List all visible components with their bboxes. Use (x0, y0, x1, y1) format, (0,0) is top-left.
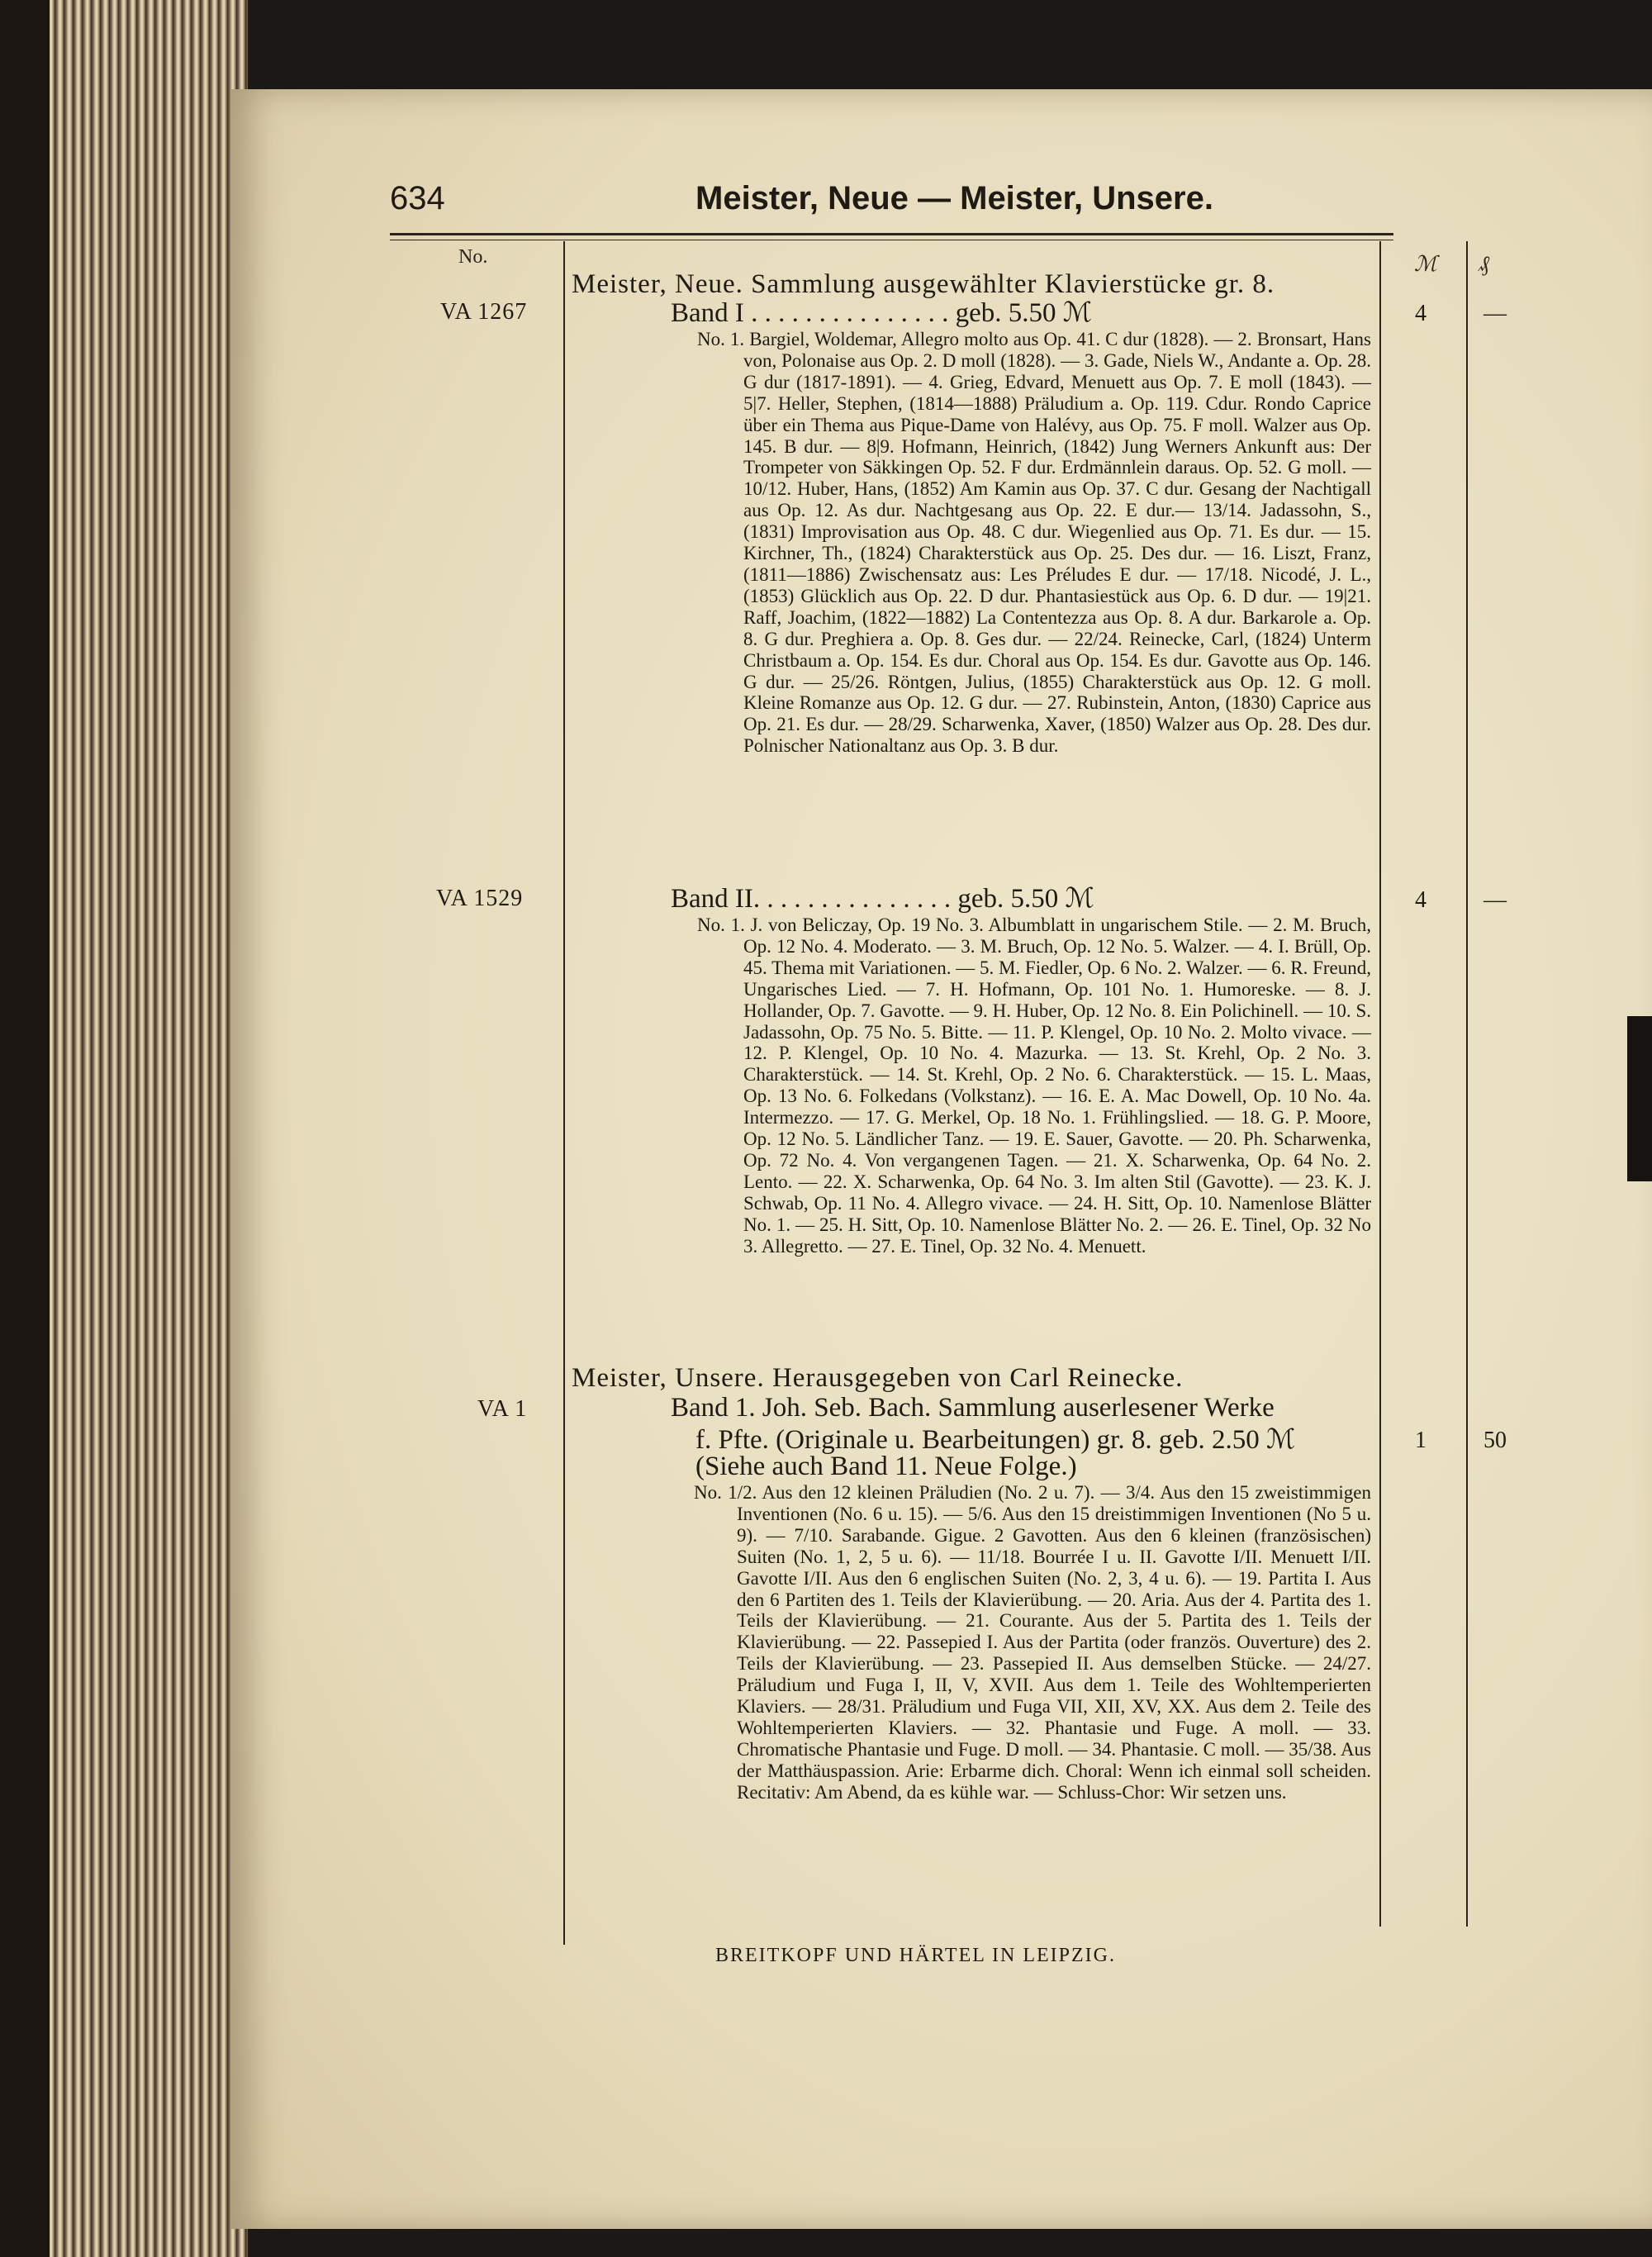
column-rule-pf (1466, 241, 1468, 1927)
volume-title-line: f. Pfte. (Originale u. Bearbeitungen) gr. 8. geb. 2.50 ℳ (695, 1425, 1296, 1455)
volume-title-line: Band 1. Joh. Seb. Bach. Sammlung auserlesener Werke (671, 1393, 1275, 1423)
volume-contents: No. 1. J. von Beliczay, Op. 19 No. 3. Albumblatt in ungarischem Stile. — 2. M. Bruch, Op. 12 No. 4. Moderato. — 3. M. Bruch, Op. 12 No. 5. Walzer. — 4. I. Brüll, Op. 45. Thema mit Variationen. — 5. M. Fiedler, Op. 6 No. 2. Walzer. — 6. R. Freund, Ungarisches Lied. — 7. H. Hofmann, Op. 101 No. 1. Humoreske. — 8. J. Hollander, Op. 7. Gavotte. — 9. H. Huber, Op. 12 No. 8. Ein Polichinell. — 10. S. Jadassohn, Op. 75 No. 5. Bitte. — 11. P. Klengel, Op. 10 No. 2. Molto vivace. — 12. P. Klengel, Op. 10 No. 4. Mazurka. — 13. St. Krehl, Op. 2 No. 3. Charakterstück. — 14. St. Krehl, Op. 2 No. 6. Charakterstück. — 15. L. Maas, Op. 13 No. 6. Folkedans (Volkstanz). — 16. E. A. Mac Dowell, Op. 10 No. 4a. Intermezzo. — 17. G. Merkel, Op. 18 No. 1. Frühlingslied. — 18. G. P. Moore, Op. 12 No. 5. Ländlicher Tanz. — 19. E. Sauer, Gavotte. — 20. Ph. Scharwenka, Op. 72 No. 4. Von vergangenen Tagen. — 21. X. Scharwenka, Op. 64 No. 2. Lento. — 22. X. Scharwenka, Op. 64 No. 3. Im alten Stil (Gavotte). — 23. K. J. Schwab, Op. 11 No. 4. Allegro vivace. — 24. H. Sitt, Op. 10. Namenlose Blätter No. 1. — 25. H. Sitt, Op. 10. Namenlose Blätter No. 2. — 26. E. Tinel, Op. 32 No 3. Allegretto. — 27. E. Tinel, Op. 32 No. 4. Menuett. (697, 915, 1371, 1257)
page-number: 634 (390, 180, 445, 216)
price-pf: — (1483, 887, 1507, 913)
volume-contents: No. 1. Bargiel, Woldemar, Allegro molto aus Op. 41. C dur (1828). — 2. Bronsart, Hans von, Polonaise aus Op. 2. D moll (1828). — 3. Gade, Niels W., Andante a. Op. 28. G dur (1817-1891). — 4. Grieg, Edvard, Menuett aus Op. 7. E moll (1843). — 5|7. Heller, Stephen, (1814—1888) Präludium a. Op. 119. Cdur. Rondo Caprice über ein Thema aus Pique-Dame von Halévy, aus Op. 75. F moll. Walzer aus Op. 145. B dur. — 8|9. Hofmann, Heinrich, (1842) Jung Werners Ankunft aus: Der Trompeter von Säkkingen Op. 52. F dur. Erdmännlein daraus. Op. 52. G moll. — 10/12. Huber, Hans, (1852) Am Kamin aus Op. 37. C dur. Gesang der Nachtigall aus Op. 12. As dur. Nachtgesang aus Op. 22. E dur.— 13/14. Jadassohn, S., (1831) Improvisation aus Op. 48. C dur. Wiegenlied aus Op. 71. Es dur. — 15. Kirchner, Th., (1824) Charakterstück aus Op. 25. Des dur. — 16. Liszt, Franz, (1811—1886) Zwischensatz aus: Les Préludes E dur. — 17/18. Nicodé, J. L., (1853) Glücklich aus Op. 22. D dur. Phantasiestück aus Op. 6. D dur. — 19|21. Raff, Joachim, (1822—1882) La Contentezza aus Op. 8. A dur. Barkarole a. Op. 8. G dur. Preghiera a. Op. 8. Ges dur. — 22/24. Reinecke, Carl, (1824) Unterm Christbaum a. Op. 154. Es dur. Choral aus Op. 154. Es dur. Gavotte aus Op. 146. G dur. — 25/26. Röntgen, Julius, (1855) Charakterstück aus Op. 12. G moll. Kleine Romanze aus Op. 12. G dur. — 27. Rubinstein, Anton, (1830) Caprice aus Op. 21. Es dur. — 28/29. Scharwenka, Xaver, (1850) Walzer aus Op. 28. Des dur. Polnischer Nationaltanz aus Op. 3. B dur. (697, 329, 1371, 757)
page-header (390, 180, 1381, 230)
publisher-footer: BREITKOPF UND HÄRTEL IN LEIPZIG. (715, 1945, 1116, 1966)
page-tab-marker (1627, 1016, 1652, 1181)
volume-title: Band II. . . . . . . . . . . . . . . geb. 5.50 ℳ (671, 884, 1094, 914)
pf-column-label: ₰ (1479, 252, 1489, 276)
column-rule-mark (1379, 241, 1381, 1927)
price-mark: 1 (1415, 1428, 1427, 1453)
book-page-edges (0, 0, 248, 2257)
catalog-number: VA 1267 (440, 299, 528, 325)
header-rule-top (390, 233, 1393, 235)
catalog-number: VA 1 (477, 1396, 528, 1422)
entry-heading: Meister, Neue. Sammlung ausgewählter Klavierstücke gr. 8. (572, 269, 1275, 299)
volume-title: Band I . . . . . . . . . . . . . . . geb. 5.50 ℳ (671, 298, 1093, 328)
no-column-label: No. (458, 246, 488, 268)
catalog-number: VA 1529 (436, 886, 524, 911)
column-rule-left (563, 241, 565, 1945)
entry-heading: Meister, Unsere. Herausgegeben von Carl Reinecke. (572, 1363, 1184, 1393)
running-title: Meister, Neue — Meister, Unsere. (695, 180, 1213, 216)
price-pf: — (1483, 301, 1507, 326)
price-mark: 4 (1415, 887, 1427, 913)
mark-column-label: ℳ (1414, 252, 1437, 276)
price-mark: 4 (1415, 301, 1427, 326)
volume-title-line: (Siehe auch Band 11. Neue Folge.) (695, 1452, 1077, 1481)
price-pf: 50 (1483, 1428, 1507, 1453)
volume-contents: No. 1/2. Aus den 12 kleinen Präludien (No. 2 u. 7). — 3/4. Aus den 15 zweistimmigen Inventionen (No. 6 u. 15). — 5/6. Aus den 15 dreistimmigen Inventionen (No 5 u. 9). — 7/10. Sarabande. Gigue. 2 Gavotten. Aus den 6 kleinen (französischen) Suiten (No. 1, 2, 5 u. 6). — 11/18. Bourrée I u. II. Gavotte I/II. Menuett I/II. Gavotte I/II. Aus den 6 englischen Suiten (No. 2, 3, 4 u. 6). — 19. Partita I. Aus den 6 Partiten des 1. Teils der Klavierübung. — 20. Aria. Aus der 4. Partita des 1. Teils der Klavierübung. — 21. Courante. Aus der 5. Partita des 1. Teils der Klavierübung. — 22. Passepied I. Aus der Partita (oder französ. Ouverture) des 2. Teils der Klavierübung. — 23. Passepied II. Aus demselben Stücke. — 24/27. Präludium und Fuga I, II, V, XVII. Aus dem 1. Teile des Wohltemperierten Klaviers. — 28/31. Präludium und Fuga VII, XII, XV, XX. Aus dem 2. Teile des Wohltemperierten Klaviers. — 32. Phantasie und Fuge. A moll. — 33. Chromatische Phantasie und Fuge. D moll. — 34. Phantasie. C moll. — 35/38. Aus der Matthäuspassion. Arie: Erbarme dich. Choral: Wenn ich einmal soll scheiden. Recitativ: Am Abend, da es kühle war. — Schluss-Chor: Wir setzen uns. (694, 1482, 1371, 1803)
